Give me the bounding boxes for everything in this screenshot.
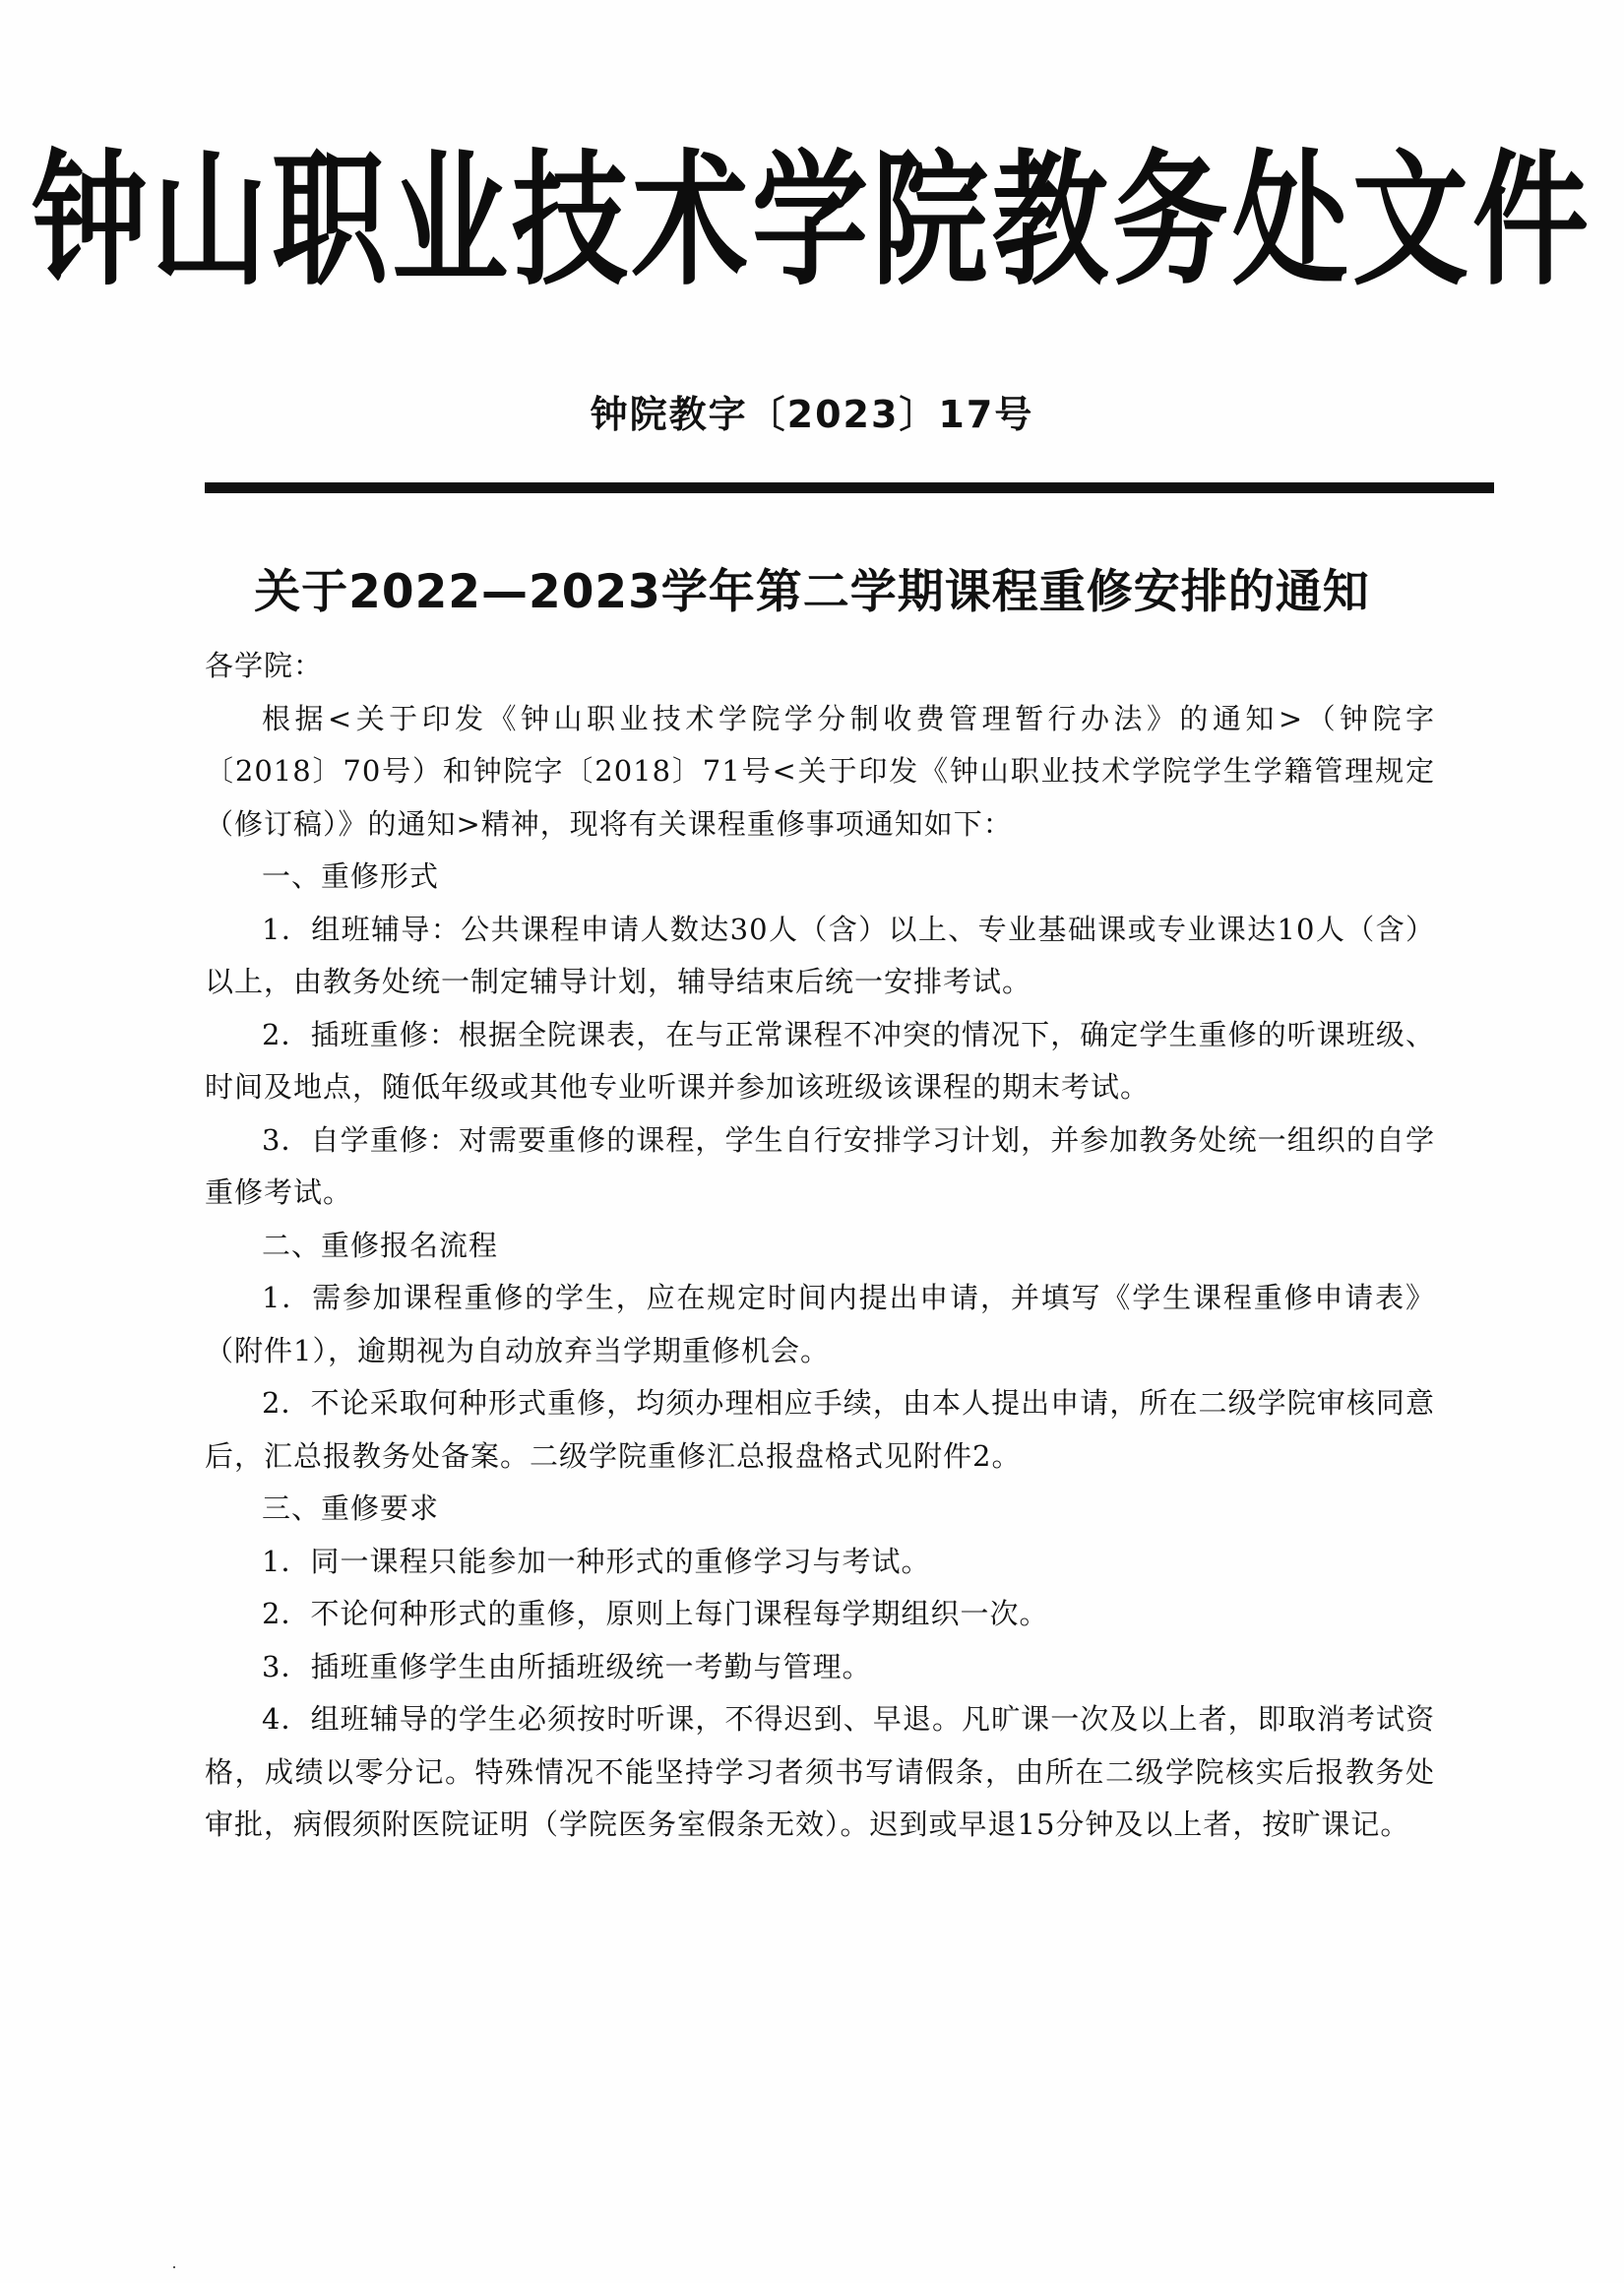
paragraph-item: 1．需参加课程重修的学生，应在规定时间内提出申请，并填写《学生课程重修申请表》（附件1），逾期视为自动放弃当学期重修机会。 [205, 1281, 1435, 1367]
notice-title: 关于2022—2023学年第二学期课程重修安排的通知 [254, 565, 1370, 619]
office-document-header: 钟山职业技术学院教务处文件 [31, 135, 1593, 305]
header-divider-rule [205, 482, 1494, 493]
scan-artifact [173, 2266, 175, 2268]
paragraph-item: 3．插班重修学生由所插班级统一考勤与管理。 [262, 1649, 872, 1683]
intro-paragraph: 根据<关于印发《钟山职业技术学院学分制收费管理暂行办法》的通知>（钟院字〔2018〕70号）和钟院字〔2018〕71号<关于印发《钟山职业技术学院学生学籍管理规定（修订稿）》的通知>精神，现将有关课程重修事项通知如下： [205, 701, 1435, 841]
paragraph-item: 2．不论采取何种形式重修，均须办理相应手续，由本人提出申请，所在二级学院审核同意后，汇总报教务处备案。二级学院重修汇总报盘格式见附件2。 [205, 1386, 1435, 1473]
notice-body [205, 640, 1435, 1852]
paragraph-item: 2．插班重修：根据全院课表，在与正常课程不冲突的情况下，确定学生重修的听课班级、时间及地点，随低年级或其他专业听课并参加该班级该课程的期末考试。 [205, 1017, 1435, 1104]
section-heading-2: 二、重修报名流程 [262, 1228, 499, 1262]
paragraph-item: 3．自学重修：对需要重修的课程，学生自行安排学习计划，并参加教务处统一组织的自学重修考试。 [205, 1122, 1435, 1209]
paragraph-item: 4．组班辅导的学生必须按时听课，不得迟到、早退。凡旷课一次及以上者，即取消考试资格，成绩以零分记。特殊情况不能坚持学习者须书写请假条，由所在二级学院核实后报教务处审批，病假须附医院证明（学院医务室假条无效）。迟到或早退15分钟及以上者，按旷课记。 [205, 1702, 1435, 1841]
paragraph-item: 1．组班辅导：公共课程申请人数达30人（含）以上、专业基础课或专业课达10人（含）以上，由教务处统一制定辅导计划，辅导结束后统一安排考试。 [205, 912, 1435, 998]
section-heading-1: 一、重修形式 [262, 859, 440, 893]
section-heading-3: 三、重修要求 [262, 1491, 440, 1525]
paragraph-item: 1．同一课程只能参加一种形式的重修学习与考试。 [262, 1544, 931, 1578]
salutation: 各学院： [205, 649, 324, 682]
paragraph-item: 2．不论何种形式的重修，原则上每门课程每学期组织一次。 [262, 1597, 1049, 1630]
document-number: 钟院教字〔2023〕17号 [590, 393, 1034, 436]
